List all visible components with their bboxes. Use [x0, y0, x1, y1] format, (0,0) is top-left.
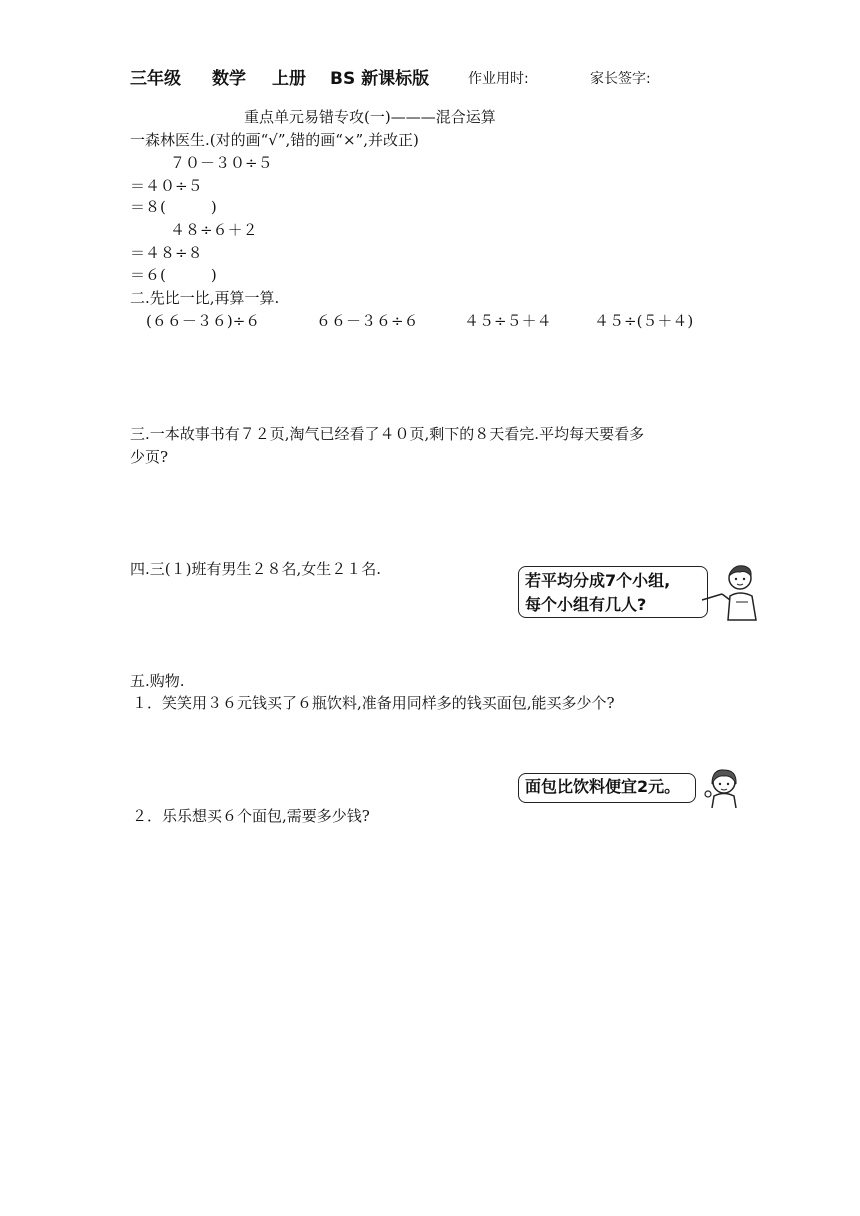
expression-2: ６６－３６÷６	[316, 312, 419, 330]
homework-time-label: 作业用时:	[468, 71, 529, 87]
section-2-heading: 二.先比一比,再算一算.	[130, 289, 280, 307]
section-3-line-2: 少页?	[130, 448, 169, 466]
section-1-heading: 一森林医生.(对的画“√”,错的画“×”,并改正)	[130, 131, 419, 149]
speech-bubble-bread-price	[518, 773, 696, 803]
page-title: 重点单元易错专攻(一)———混合运算	[244, 108, 496, 126]
speech-bubble-groups	[518, 566, 708, 618]
bubble-line-1: 若平均分成7个小组,	[525, 571, 671, 590]
problem-1-line-1: ７０－３０÷５	[170, 154, 273, 172]
problem-2-line-1: ４８÷６＋２	[170, 221, 258, 239]
bubble-bread-text: 面包比饮料便宜2元。	[525, 777, 681, 796]
header-grade: 三年级	[130, 69, 181, 89]
girl-illustration	[696, 766, 752, 808]
header-edition: BS 新课标版	[330, 69, 430, 89]
header-subject: 数学	[212, 69, 246, 89]
problem-1-line-3: ＝８( )	[130, 198, 217, 216]
section-5-question-1: １．笑笑用３６元钱买了６瓶饮料,准备用同样多的钱买面包,能买多少个?	[132, 694, 615, 712]
problem-1-line-2: ＝４０÷５	[130, 177, 203, 195]
section-3-line-1: 三.一本故事书有７２页,淘气已经看了４０页,剩下的８天看完.平均每天要看多	[130, 425, 645, 443]
expression-1: (６６－３６)÷６	[146, 312, 261, 330]
boy-teacher-illustration	[700, 562, 768, 622]
section-5-question-2: ２．乐乐想买６个面包,需要多少钱?	[132, 807, 370, 825]
problem-2-line-3: ＝６( )	[130, 266, 217, 284]
problem-2-line-2: ＝４８÷８	[130, 244, 203, 262]
section-5-heading: 五.购物.	[130, 672, 185, 690]
bubble-line-2: 每个小组有几人?	[525, 595, 647, 614]
expression-4: ４５÷(５＋４)	[594, 312, 694, 330]
parent-signature-label: 家长签字:	[590, 71, 651, 87]
expression-3: ４５÷５＋４	[464, 312, 552, 330]
section-4-text: 四.三(１)班有男生２８名,女生２１名.	[130, 560, 382, 578]
header-volume: 上册	[272, 69, 306, 89]
